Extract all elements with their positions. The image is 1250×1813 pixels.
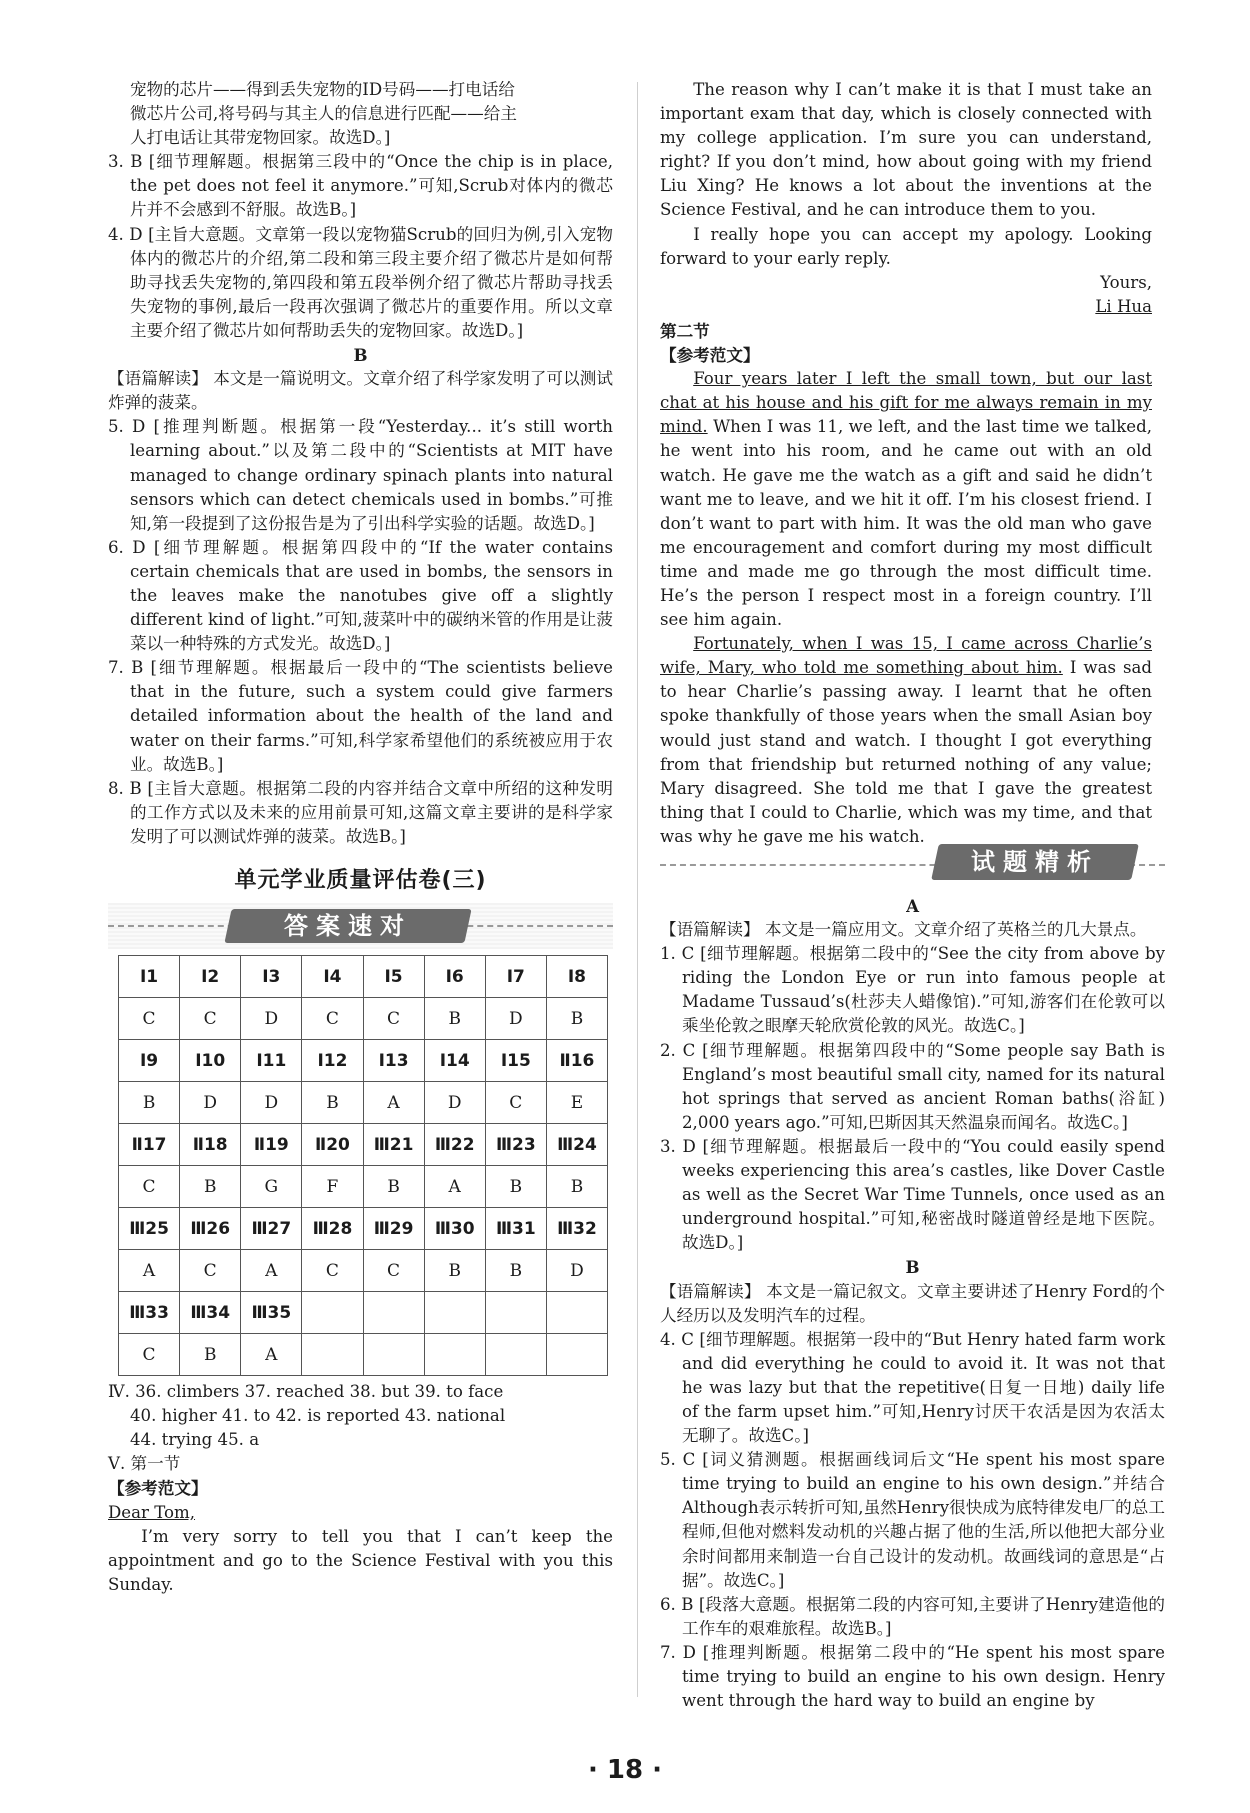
answer-number-cell: Ⅰ1 <box>119 956 180 998</box>
answer-number-cell: Ⅱ20 <box>302 1124 363 1166</box>
v-section-label: Ⅴ. 第一节 <box>108 1454 181 1474</box>
story-paragraph-1 <box>660 367 1152 632</box>
answer-letter-cell: B <box>424 998 485 1040</box>
reference-tag-2: 【参考范文】 <box>660 345 760 366</box>
story-p1-rest: When I was 11, we left, and the last time we talked, he went into his room, and he came out with an old watch. He gave me the watch as a gift and said he didn’t want me to leave, and we hit it off. I’m his closest friend. I don’t want to part with him. It was the old man who gave me encouragement and comfort during my most difficult time and made me go through the most difficult time. He’s the person I respect most in a foreign country. I’ll see him again. <box>660 417 1152 630</box>
answer-letter-cell: A <box>241 1250 302 1292</box>
answer-7: 7. B [细节理解题。根据最后一段中的“The scientists believe that in the future, such a system could give farmers detailed information about the health of the land and water on their farms.”可知,科学家希望他们的系统被应用于农业。故选B。] <box>108 658 613 774</box>
answer-table-row <box>119 998 608 1040</box>
answer-number-cell: Ⅰ4 <box>302 956 363 998</box>
answer-number-cell: Ⅲ22 <box>424 1124 485 1166</box>
answer-table-row <box>119 1250 608 1292</box>
answer-letter-cell: B <box>485 1166 546 1208</box>
section-b-label-2: B <box>905 1257 920 1278</box>
answer-table-row <box>119 1208 608 1250</box>
letter-salutation: Dear Tom, <box>108 1502 196 1522</box>
answer-letter-cell <box>485 1334 546 1376</box>
column-divider <box>637 82 638 1697</box>
answer-letter-cell: B <box>180 1334 241 1376</box>
answer-letter-cell: C <box>119 1334 180 1376</box>
answer-letter-cell: A <box>119 1250 180 1292</box>
answer-number-cell: Ⅲ30 <box>424 1208 485 1250</box>
answer-table-row <box>119 1292 608 1334</box>
section-a-label: A <box>906 896 919 916</box>
answer-number-cell: Ⅲ34 <box>180 1292 241 1334</box>
answer-number-cell: Ⅱ18 <box>180 1124 241 1166</box>
answer-letter-cell: A <box>363 1082 424 1124</box>
answer-letter-cell: D <box>485 998 546 1040</box>
passage-a-summary: 【语篇解读】 本文是一篇应用文。文章介绍了英格兰的几大景点。 <box>660 920 1147 940</box>
answer-number-cell: Ⅲ28 <box>302 1208 363 1250</box>
answer-letter-cell: E <box>546 1082 607 1124</box>
intro-line-1: 宠物的芯片——得到丢失宠物的ID号码——打电话给 <box>130 80 515 99</box>
answer-number-cell: Ⅰ2 <box>180 956 241 998</box>
answer-5: 5. D [推理判断题。根据第一段“Yesterday... it’s still worth learning about.”以及第二段中的“Scientists at MIT have managed to change ordinary spinach plants into natural sensors which can detect chemicals used in bombs.”可推知,第一段提到了这份报告是为了引出科学实验的话题。故选D。] <box>108 417 613 533</box>
answer-letter-cell: B <box>546 998 607 1040</box>
answer-number-cell: Ⅰ8 <box>546 956 607 998</box>
answer-number-cell: Ⅲ33 <box>119 1292 180 1334</box>
answer-number-cell: Ⅲ31 <box>485 1208 546 1250</box>
answer-number-cell: Ⅲ23 <box>485 1124 546 1166</box>
answer-number-cell: Ⅱ16 <box>546 1040 607 1082</box>
passage-b-summary: 【语篇解读】 本文是一篇说明文。文章介绍了科学家发明了可以测试炸弹的菠菜。 <box>108 369 613 413</box>
analysis-answer-2: 2. C [细节理解题。根据第四段中的“Some people say Bath is England’s most beautiful small city, named for its natural hot springs that served as ancient Roman baths(浴缸) 2,000 years ago.”可知,巴斯因其天然温泉而闻名。故选C。] <box>660 1040 1165 1132</box>
answer-table-row <box>119 1040 608 1082</box>
answer-letter-cell: C <box>363 998 424 1040</box>
page-number: · 18 · <box>587 1755 663 1785</box>
answer-letter-cell: B <box>424 1250 485 1292</box>
answer-letter-cell: G <box>241 1166 302 1208</box>
answer-number-cell: Ⅰ6 <box>424 956 485 998</box>
answer-letter-cell: A <box>241 1334 302 1376</box>
letter-paragraph-2: The reason why I can’t make it is that I must take an important exam that day, which is closely connected with my college application. I’m sure you can understand, right? If you don’t mind, how about going with my friend Liu Xing? He knows a lot about the inventions at the Science Festival, and he can introduce them to you. <box>660 80 1152 220</box>
answer-letter-cell: D <box>241 1082 302 1124</box>
reference-tag: 【参考范文】 <box>108 1478 208 1499</box>
answer-number-cell: Ⅲ29 <box>363 1208 424 1250</box>
answer-table-row <box>119 1124 608 1166</box>
answer-number-cell <box>363 1292 424 1334</box>
answer-table-row <box>119 1166 608 1208</box>
answer-number-cell <box>546 1292 607 1334</box>
section-2-label: 第二节 <box>660 320 710 341</box>
answer-banner <box>108 903 613 949</box>
answer-letter-cell: D <box>546 1250 607 1292</box>
answer-number-cell: Ⅰ10 <box>180 1040 241 1082</box>
answer-number-cell: Ⅲ25 <box>119 1208 180 1250</box>
section-b-label: B <box>353 345 368 366</box>
answer-letter-cell: B <box>546 1166 607 1208</box>
answer-table <box>118 955 608 1376</box>
unit-title: 单元学业质量评估卷(三) <box>234 868 487 893</box>
story-p2-underlined: Fortunately, when I was 15, I came across Charlie’s wife, Mary, who told me something about him. <box>660 634 1152 678</box>
answer-letter-cell <box>302 1334 363 1376</box>
letter-paragraph-3: I really hope you can accept my apology. Looking forward to your early reply. <box>660 224 1152 268</box>
story-paragraph-2 <box>660 632 1152 849</box>
answer-number-cell: Ⅰ7 <box>485 956 546 998</box>
answer-letter-cell: A <box>424 1166 485 1208</box>
answer-letter-cell: C <box>302 998 363 1040</box>
answer-table-row <box>119 956 608 998</box>
answer-6: 6. D [细节理解题。根据第四段中的“If the water contains certain chemicals that are used in bombs, the sensors in the leaves make the nanotubes give off a slightly different kind of light.”可知,菠菜叶中的碳纳米管的作用是让菠菜以一种特殊的方式发光。故选D。] <box>108 537 613 654</box>
right-analysis <box>660 830 1165 1713</box>
answer-3: 3. B [细节理解题。根据第三段中的“Once the chip is in place, the pet does not feel it anymore.”可知,Scrub对体内的微芯片并不会感到不舒服。故选B。] <box>108 152 613 220</box>
intro-line-2: 微芯片公司,将号码与其主人的信息进行匹配——给主 <box>130 104 517 124</box>
answer-letter-cell: C <box>485 1082 546 1124</box>
answer-number-cell: Ⅰ3 <box>241 956 302 998</box>
answer-number-cell: Ⅲ35 <box>241 1292 302 1334</box>
fill-line-1: Ⅳ. 36. climbers 37. reached 38. but 39. to face <box>108 1382 504 1402</box>
answer-number-cell: Ⅰ14 <box>424 1040 485 1082</box>
answer-letter-cell: B <box>119 1082 180 1124</box>
answer-number-cell: Ⅱ19 <box>241 1124 302 1166</box>
answer-number-cell: Ⅰ13 <box>363 1040 424 1082</box>
story-p2-rest: I was sad to hear Charlie’s passing away. I learnt that he often spoke thankfully of those years when the small Asian boy would just stand and watch. I thought I got everything from that friendship but returned nothing of any value; Mary disagreed. She told me that I gave the greatest thing that I could to Charlie, which was my time, and that was why he gave me his watch. <box>660 658 1152 846</box>
answer-letter-cell: C <box>119 1166 180 1208</box>
answer-4: 4. D [主旨大意题。文章第一段以宠物猫Scrub的回归为例,引入宠物体内的微芯片的介绍,第二段和第三段主要介绍了微芯片是如何帮助寻找丢失宠物的,第四段和第五段举例介绍了微芯片帮助寻找丢失宠物的事例,最后一段再次强调了微芯片的重要作用。所以文章主要介绍了微芯片如何帮助丢失的宠物回家。故选D。] <box>108 224 613 340</box>
analysis-answer-3: 3. D [细节理解题。根据最后一段中的“You could easily spend weeks experiencing this area’s castles, like Dover Castle as well as the Secret War Time Tunnels, once used as an underground hospital.”可知,秘密战时隧道曾经是地下医院。故选D。] <box>660 1136 1165 1253</box>
answer-letter-cell: C <box>180 1250 241 1292</box>
answer-letter-cell: B <box>302 1082 363 1124</box>
passage-b-summary-2: 【语篇解读】 本文是一篇记叙文。文章主要讲述了Henry Ford的个人经历以及发明汽车的过程。 <box>660 1281 1165 1325</box>
answer-number-cell <box>302 1292 363 1334</box>
letter-paragraph-1: I’m very sorry to tell you that I can’t keep the appointment and go to the Science Festival with you this Sunday. <box>108 1526 613 1594</box>
answer-letter-cell: B <box>180 1166 241 1208</box>
analysis-banner-text: 试题精析 <box>971 848 1099 876</box>
answer-number-cell: Ⅰ11 <box>241 1040 302 1082</box>
analysis-answer-6: 6. B [段落大意题。根据第二段的内容可知,主要讲了Henry建造他的工作车的艰难旅程。故选B。] <box>660 1594 1165 1638</box>
answer-letter-cell <box>363 1334 424 1376</box>
right-column <box>660 78 1152 849</box>
answer-letter-cell: C <box>119 998 180 1040</box>
answer-letter-cell: B <box>363 1166 424 1208</box>
analysis-answer-5: 5. C [词义猜测题。根据画线词后文“He spent his most spare time trying to build an engine to his own design.”并结合Although表示转折可知,虽然Henry很快成为底特律发电厂的总工程师,但他对燃料发动机的兴趣占据了他的生活,所以他把大部分业余时间都用来制造一台自己设计的发动机。故画线词的意思是“占据”。故选C。] <box>660 1450 1165 1590</box>
analysis-banner <box>660 838 1165 888</box>
answer-number-cell: Ⅱ17 <box>119 1124 180 1166</box>
answer-letter-cell <box>546 1334 607 1376</box>
analysis-answer-7: 7. D [推理判断题。根据第二段中的“He spent his most spare time trying to build an engine to his own design. Henry went through the hard way to build an engine by <box>660 1642 1165 1711</box>
story-p1-underlined: Four years later I left the small town, but our last chat at his house and his gift for me always remain in my mind. <box>660 369 1152 437</box>
letter-closing: Yours, <box>1100 272 1152 292</box>
letter-signature: Li Hua <box>1095 296 1152 316</box>
answer-number-cell: Ⅲ26 <box>180 1208 241 1250</box>
answer-number-cell <box>485 1292 546 1334</box>
answer-number-cell: Ⅲ27 <box>241 1208 302 1250</box>
answer-8: 8. B [主旨大意题。根据第二段的内容并结合文章中所绍的这种发明的工作方式以及未来的应用前景可知,这篇文章主要讲的是科学家发明了可以测试炸弹的菠菜。故选B。] <box>108 778 613 846</box>
fill-line-3: 44. trying 45. a <box>130 1430 260 1450</box>
left-column <box>108 78 613 1597</box>
answer-number-cell: Ⅲ24 <box>546 1124 607 1166</box>
answer-number-cell: Ⅲ32 <box>546 1208 607 1250</box>
answer-table-row <box>119 1082 608 1124</box>
answer-letter-cell: F <box>302 1166 363 1208</box>
answer-letter-cell: D <box>241 998 302 1040</box>
answer-number-cell <box>424 1292 485 1334</box>
answer-number-cell: Ⅲ21 <box>363 1124 424 1166</box>
answer-banner-text: 答案速对 <box>284 912 412 941</box>
answer-letter-cell: D <box>180 1082 241 1124</box>
answer-number-cell: Ⅰ9 <box>119 1040 180 1082</box>
answer-number-cell: Ⅰ15 <box>485 1040 546 1082</box>
analysis-answer-1: 1. C [细节理解题。根据第二段中的“See the city from above by riding the London Eye or run into famous people at Madame Tussaud’s(杜莎夫人蜡像馆).”可知,游客们在伦敦可以乘坐伦敦之眼摩天轮欣赏伦敦的风光。故选C。] <box>660 944 1165 1036</box>
answer-table-row <box>119 1334 608 1376</box>
intro-line-3: 人打电话让其带宠物回家。故选D。] <box>130 128 391 148</box>
answer-number-cell: Ⅰ12 <box>302 1040 363 1082</box>
answer-letter-cell: C <box>363 1250 424 1292</box>
answer-letter-cell: D <box>424 1082 485 1124</box>
analysis-answer-4: 4. C [细节理解题。根据第一段中的“But Henry hated farm work and did everything he could to avoid it. It was not that he was lazy but that the repetitive(日复一日地) daily life of the farm upset him.”可知,Henry讨厌干农活是因为农活太无聊了。故选C。] <box>660 1329 1165 1446</box>
fill-line-2: 40. higher 41. to 42. is reported 43. national <box>130 1406 506 1426</box>
answer-number-cell: Ⅰ5 <box>363 956 424 998</box>
answer-letter-cell: B <box>485 1250 546 1292</box>
answer-letter-cell: C <box>302 1250 363 1292</box>
answer-letter-cell: C <box>180 998 241 1040</box>
answer-letter-cell <box>424 1334 485 1376</box>
